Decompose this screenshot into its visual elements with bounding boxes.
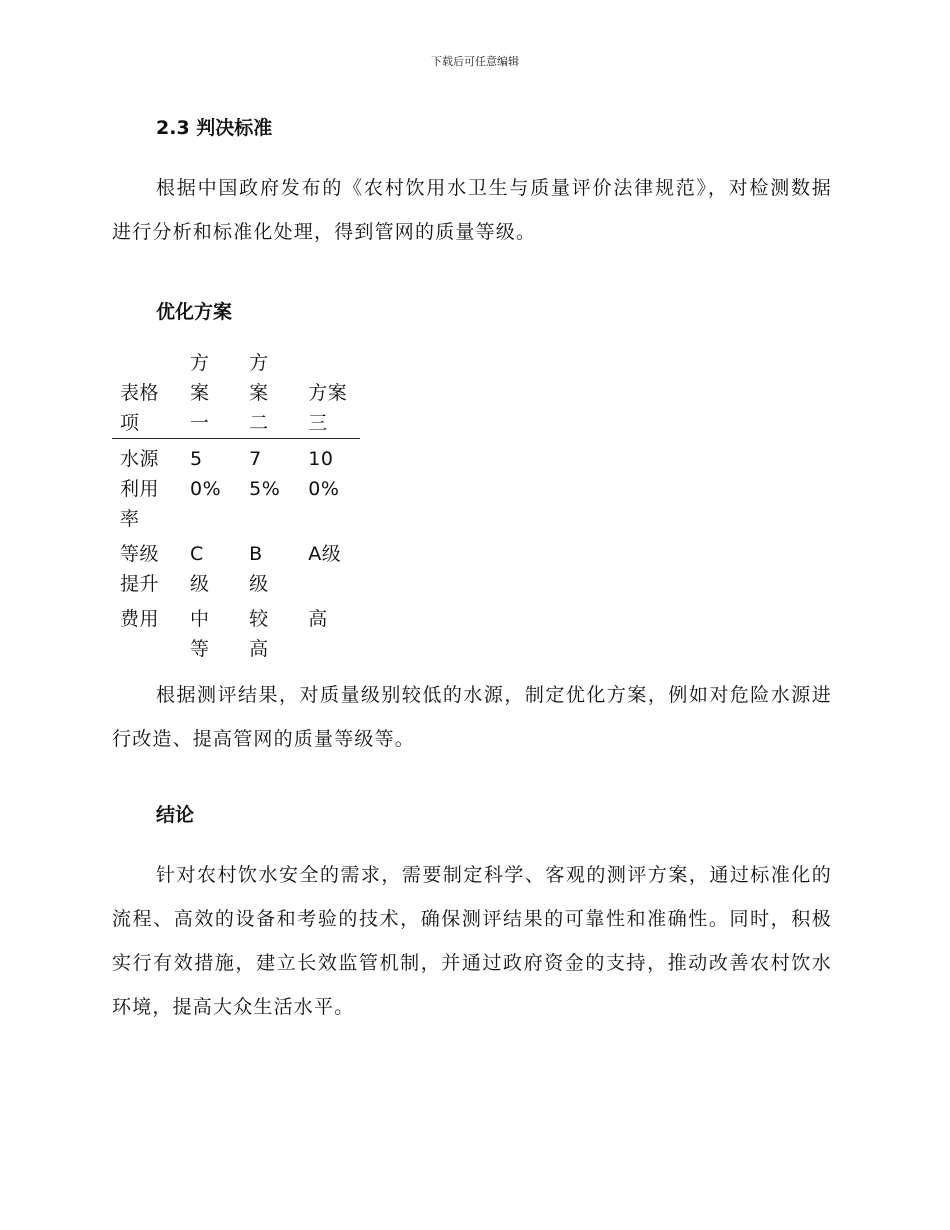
table-cell: 75%	[249, 448, 281, 500]
page-header-note: 下载后可任意编辑	[431, 55, 519, 68]
paragraph-standard: 根据中国政府发布的《农村饮用水卫生与质量评价法律规范》，对检测数据进行分析和标准化处理，得到管网的质量等级。	[112, 177, 832, 243]
table-header-cell: 表格项	[120, 382, 160, 434]
table-cell: C级	[190, 543, 210, 595]
section-heading-conclusion: 结论	[156, 804, 195, 826]
section-heading-standard: 2.3 判决标准	[156, 117, 273, 139]
table-cell: B级	[249, 543, 269, 595]
section-heading-plan: 优化方案	[156, 301, 233, 323]
plan-comparison-table	[112, 348, 360, 669]
table-header-cell: 方案二	[249, 352, 269, 434]
table-cell: 水源利用率	[120, 448, 160, 530]
table-header-cell: 方案一	[190, 352, 210, 434]
table-row	[112, 539, 360, 604]
table-row	[112, 439, 360, 540]
table-cell: 中等	[190, 608, 210, 660]
table-cell: 等级提升	[120, 543, 160, 595]
table-cell: 较高	[249, 608, 269, 660]
document-body	[112, 112, 832, 1029]
table-header-row	[112, 348, 360, 439]
table-header-cell: 方案三	[308, 382, 348, 434]
paragraph-conclusion: 针对农村饮水安全的需求，需要制定科学、客观的测评方案，通过标准化的流程、高效的设备和考验的技术，确保测评结果的可靠性和准确性。同时，积极实行有效措施，建立长效监管机制，并通过政府资金的支持，推动改善农村饮水环境，提高大众生活水平。	[112, 864, 832, 1018]
table-cell: 50%	[190, 448, 222, 500]
table-cell: A级	[308, 543, 342, 565]
table-cell: 高	[308, 608, 328, 630]
paragraph-plan: 根据测评结果，对质量级别较低的水源，制定优化方案，例如对危险水源进行改造、提高管网的质量等级等。	[112, 684, 832, 750]
table-cell: 费用	[120, 608, 160, 630]
table-cell: 100%	[308, 448, 340, 500]
table-row	[112, 604, 360, 669]
